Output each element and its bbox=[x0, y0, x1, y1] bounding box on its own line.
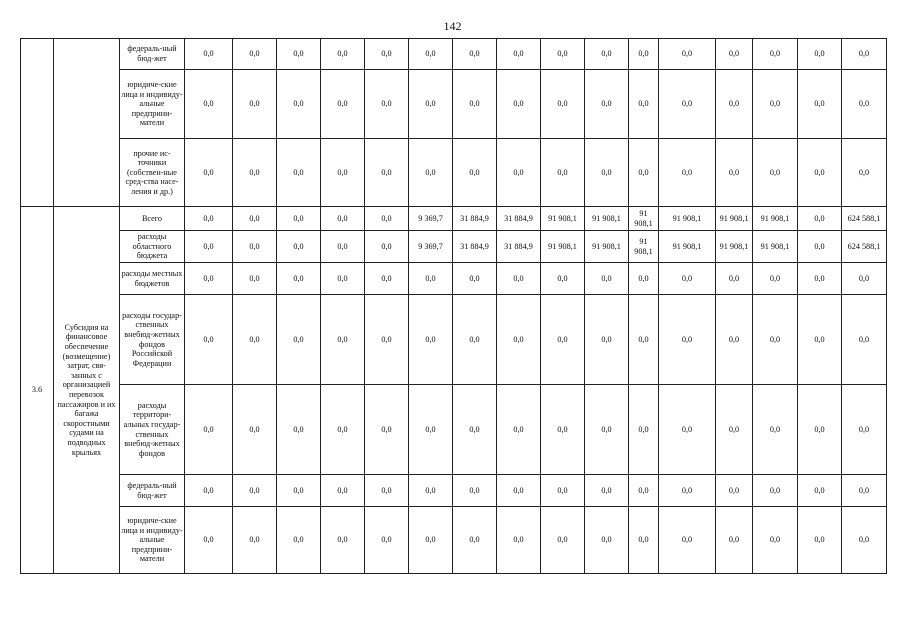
value-cell: 0,0 bbox=[659, 385, 716, 475]
value-cell: 0,0 bbox=[409, 39, 453, 70]
value-cell: 0,0 bbox=[185, 70, 233, 139]
table-row bbox=[21, 263, 887, 295]
value-cell: 0,0 bbox=[659, 507, 716, 574]
value-cell: 0,0 bbox=[185, 475, 233, 507]
value-cell: 0,0 bbox=[321, 139, 365, 207]
value-cell: 0,0 bbox=[659, 263, 716, 295]
value-cell: 0,0 bbox=[497, 39, 541, 70]
value-cell: 0,0 bbox=[798, 475, 842, 507]
value-cell: 91 908,1 bbox=[753, 207, 798, 231]
value-cell: 0,0 bbox=[233, 263, 277, 295]
value-cell: 0,0 bbox=[365, 231, 409, 263]
value-cell: 0,0 bbox=[185, 507, 233, 574]
value-cell: 0,0 bbox=[585, 139, 629, 207]
value-cell: 0,0 bbox=[716, 139, 753, 207]
value-cell: 0,0 bbox=[365, 207, 409, 231]
value-cell: 91 908,1 bbox=[629, 207, 659, 231]
table-row bbox=[21, 207, 887, 231]
value-cell: 0,0 bbox=[798, 507, 842, 574]
funding-source-cell: юридиче-ские лица и индивиду-альные предприни-матели bbox=[120, 507, 185, 574]
section-code-cell bbox=[21, 39, 54, 207]
value-cell: 0,0 bbox=[497, 475, 541, 507]
value-cell: 0,0 bbox=[541, 385, 585, 475]
value-cell: 0,0 bbox=[541, 70, 585, 139]
value-cell: 91 908,1 bbox=[659, 231, 716, 263]
value-cell: 0,0 bbox=[798, 263, 842, 295]
value-cell: 0,0 bbox=[277, 295, 321, 385]
funding-source-cell: федераль-ный бюд-жет bbox=[120, 39, 185, 70]
value-cell: 0,0 bbox=[798, 139, 842, 207]
value-cell: 0,0 bbox=[321, 263, 365, 295]
value-cell: 0,0 bbox=[497, 139, 541, 207]
value-cell: 0,0 bbox=[716, 385, 753, 475]
value-cell: 0,0 bbox=[365, 70, 409, 139]
value-cell: 0,0 bbox=[659, 295, 716, 385]
value-cell: 0,0 bbox=[409, 385, 453, 475]
funding-source-cell: расходы местных бюджетов bbox=[120, 263, 185, 295]
value-cell: 0,0 bbox=[277, 139, 321, 207]
value-cell: 0,0 bbox=[321, 295, 365, 385]
value-cell: 0,0 bbox=[185, 139, 233, 207]
table-row bbox=[21, 475, 887, 507]
value-cell: 91 908,1 bbox=[541, 207, 585, 231]
value-cell: 0,0 bbox=[585, 39, 629, 70]
value-cell: 0,0 bbox=[659, 139, 716, 207]
value-cell: 0,0 bbox=[233, 295, 277, 385]
table-row bbox=[21, 507, 887, 574]
value-cell: 0,0 bbox=[842, 263, 887, 295]
value-cell: 0,0 bbox=[585, 70, 629, 139]
value-cell: 0,0 bbox=[453, 263, 497, 295]
value-cell: 0,0 bbox=[185, 385, 233, 475]
value-cell: 0,0 bbox=[659, 70, 716, 139]
value-cell: 0,0 bbox=[842, 70, 887, 139]
value-cell: 0,0 bbox=[233, 507, 277, 574]
section-code-cell: 3.6 bbox=[21, 207, 54, 574]
value-cell: 0,0 bbox=[798, 207, 842, 231]
value-cell: 0,0 bbox=[753, 385, 798, 475]
value-cell: 91 908,1 bbox=[585, 207, 629, 231]
value-cell: 0,0 bbox=[453, 385, 497, 475]
table-row bbox=[21, 70, 887, 139]
funding-source-cell: прочие ис-точники (собствен-ные сред-ства насе-ления и др.) bbox=[120, 139, 185, 207]
value-cell: 0,0 bbox=[585, 295, 629, 385]
value-cell: 0,0 bbox=[629, 39, 659, 70]
value-cell: 0,0 bbox=[629, 507, 659, 574]
value-cell: 0,0 bbox=[629, 385, 659, 475]
value-cell: 0,0 bbox=[629, 70, 659, 139]
funding-source-cell: расходы территори-альных государ-ственных внебюд-жетных фондов bbox=[120, 385, 185, 475]
value-cell: 91 908,1 bbox=[716, 231, 753, 263]
value-cell: 0,0 bbox=[233, 475, 277, 507]
value-cell: 0,0 bbox=[753, 295, 798, 385]
value-cell: 0,0 bbox=[233, 139, 277, 207]
value-cell: 0,0 bbox=[321, 231, 365, 263]
value-cell: 0,0 bbox=[716, 295, 753, 385]
value-cell: 0,0 bbox=[365, 263, 409, 295]
value-cell: 0,0 bbox=[233, 70, 277, 139]
value-cell: 0,0 bbox=[629, 263, 659, 295]
value-cell: 0,0 bbox=[185, 231, 233, 263]
value-cell: 0,0 bbox=[185, 263, 233, 295]
value-cell: 0,0 bbox=[233, 207, 277, 231]
value-cell: 0,0 bbox=[798, 385, 842, 475]
value-cell: 0,0 bbox=[233, 385, 277, 475]
value-cell: 0,0 bbox=[842, 385, 887, 475]
value-cell: 31 884,9 bbox=[497, 231, 541, 263]
value-cell: 0,0 bbox=[277, 70, 321, 139]
value-cell: 0,0 bbox=[365, 295, 409, 385]
value-cell: 0,0 bbox=[409, 70, 453, 139]
value-cell: 0,0 bbox=[277, 507, 321, 574]
value-cell: 0,0 bbox=[365, 475, 409, 507]
value-cell: 0,0 bbox=[585, 507, 629, 574]
value-cell: 91 908,1 bbox=[753, 231, 798, 263]
value-cell: 0,0 bbox=[842, 39, 887, 70]
value-cell: 0,0 bbox=[716, 70, 753, 139]
value-cell: 0,0 bbox=[716, 39, 753, 70]
value-cell: 0,0 bbox=[842, 475, 887, 507]
value-cell: 0,0 bbox=[798, 231, 842, 263]
value-cell: 0,0 bbox=[365, 139, 409, 207]
funding-source-cell: Всего bbox=[120, 207, 185, 231]
value-cell: 0,0 bbox=[629, 295, 659, 385]
value-cell: 31 884,9 bbox=[453, 231, 497, 263]
table-row bbox=[21, 231, 887, 263]
value-cell: 0,0 bbox=[798, 39, 842, 70]
value-cell: 0,0 bbox=[497, 295, 541, 385]
value-cell: 0,0 bbox=[798, 70, 842, 139]
value-cell: 0,0 bbox=[541, 475, 585, 507]
table-row bbox=[21, 139, 887, 207]
value-cell: 0,0 bbox=[365, 39, 409, 70]
value-cell: 91 908,1 bbox=[629, 231, 659, 263]
value-cell: 0,0 bbox=[409, 507, 453, 574]
budget-table bbox=[20, 38, 887, 574]
value-cell: 31 884,9 bbox=[497, 207, 541, 231]
value-cell: 0,0 bbox=[277, 385, 321, 475]
value-cell: 0,0 bbox=[585, 385, 629, 475]
value-cell: 9 369,7 bbox=[409, 207, 453, 231]
value-cell: 0,0 bbox=[659, 39, 716, 70]
value-cell: 0,0 bbox=[541, 263, 585, 295]
value-cell: 0,0 bbox=[453, 39, 497, 70]
value-cell: 0,0 bbox=[321, 507, 365, 574]
value-cell: 0,0 bbox=[585, 263, 629, 295]
value-cell: 0,0 bbox=[185, 39, 233, 70]
value-cell: 91 908,1 bbox=[716, 207, 753, 231]
value-cell: 0,0 bbox=[277, 263, 321, 295]
table-row bbox=[21, 295, 887, 385]
value-cell: 0,0 bbox=[753, 139, 798, 207]
value-cell: 0,0 bbox=[541, 507, 585, 574]
value-cell: 0,0 bbox=[842, 295, 887, 385]
value-cell: 0,0 bbox=[541, 39, 585, 70]
value-cell: 0,0 bbox=[321, 70, 365, 139]
value-cell: 0,0 bbox=[365, 507, 409, 574]
value-cell: 0,0 bbox=[277, 475, 321, 507]
value-cell: 0,0 bbox=[541, 139, 585, 207]
value-cell: 91 908,1 bbox=[585, 231, 629, 263]
value-cell: 0,0 bbox=[409, 295, 453, 385]
value-cell: 0,0 bbox=[753, 39, 798, 70]
value-cell: 0,0 bbox=[453, 475, 497, 507]
value-cell: 0,0 bbox=[716, 263, 753, 295]
value-cell: 0,0 bbox=[798, 295, 842, 385]
value-cell: 0,0 bbox=[842, 139, 887, 207]
table-body bbox=[21, 39, 887, 574]
value-cell: 9 369,7 bbox=[409, 231, 453, 263]
value-cell: 0,0 bbox=[321, 475, 365, 507]
value-cell: 0,0 bbox=[277, 207, 321, 231]
funding-source-cell: расходы областного бюджета bbox=[120, 231, 185, 263]
funding-source-cell: юридиче-ские лица и индивиду-альные предприни-матели bbox=[120, 70, 185, 139]
value-cell: 0,0 bbox=[365, 385, 409, 475]
value-cell: 0,0 bbox=[277, 39, 321, 70]
value-cell: 0,0 bbox=[185, 207, 233, 231]
value-cell: 0,0 bbox=[716, 475, 753, 507]
table-row bbox=[21, 385, 887, 475]
value-cell: 0,0 bbox=[585, 475, 629, 507]
value-cell: 0,0 bbox=[842, 507, 887, 574]
value-cell: 91 908,1 bbox=[659, 207, 716, 231]
value-cell: 0,0 bbox=[453, 139, 497, 207]
value-cell: 0,0 bbox=[321, 39, 365, 70]
value-cell: 0,0 bbox=[716, 507, 753, 574]
value-cell: 0,0 bbox=[659, 475, 716, 507]
value-cell: 0,0 bbox=[409, 139, 453, 207]
value-cell: 0,0 bbox=[497, 70, 541, 139]
funding-source-cell: расходы государ-ственных внебюд-жетных фондов Российской Федерации bbox=[120, 295, 185, 385]
value-cell: 0,0 bbox=[321, 385, 365, 475]
value-cell: 0,0 bbox=[497, 263, 541, 295]
value-cell: 0,0 bbox=[453, 295, 497, 385]
value-cell: 0,0 bbox=[409, 475, 453, 507]
value-cell: 0,0 bbox=[753, 475, 798, 507]
section-name-cell: Субсидия на финансовое обеспечение (возмещение) затрат, свя-занных с организацией перевозок пассажиров и их багажа скоростными судами на подводных крыльях bbox=[54, 207, 120, 574]
page-number: 142 bbox=[443, 19, 462, 33]
value-cell: 624 588,1 bbox=[842, 231, 887, 263]
value-cell: 624 588,1 bbox=[842, 207, 887, 231]
value-cell: 0,0 bbox=[629, 139, 659, 207]
value-cell: 0,0 bbox=[233, 39, 277, 70]
section-name-cell bbox=[54, 39, 120, 207]
value-cell: 0,0 bbox=[453, 507, 497, 574]
value-cell: 0,0 bbox=[277, 231, 321, 263]
value-cell: 0,0 bbox=[629, 475, 659, 507]
value-cell: 0,0 bbox=[233, 231, 277, 263]
value-cell: 91 908,1 bbox=[541, 231, 585, 263]
value-cell: 0,0 bbox=[753, 70, 798, 139]
value-cell: 31 884,9 bbox=[453, 207, 497, 231]
value-cell: 0,0 bbox=[753, 507, 798, 574]
value-cell: 0,0 bbox=[321, 207, 365, 231]
value-cell: 0,0 bbox=[541, 295, 585, 385]
funding-source-cell: федераль-ный бюд-жет bbox=[120, 475, 185, 507]
value-cell: 0,0 bbox=[753, 263, 798, 295]
value-cell: 0,0 bbox=[185, 295, 233, 385]
value-cell: 0,0 bbox=[497, 385, 541, 475]
value-cell: 0,0 bbox=[497, 507, 541, 574]
value-cell: 0,0 bbox=[409, 263, 453, 295]
table-row bbox=[21, 39, 887, 70]
value-cell: 0,0 bbox=[453, 70, 497, 139]
